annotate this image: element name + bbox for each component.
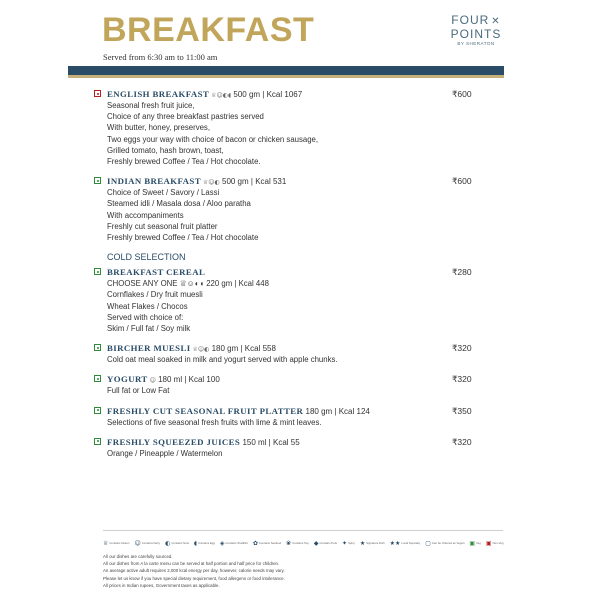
note-line: Please let us know if you have special dietary requirement, food allergens or food intolerance. bbox=[103, 575, 285, 581]
item-name bbox=[107, 405, 370, 418]
item-price: ₹320 bbox=[452, 436, 472, 447]
non-veg-symbol-icon bbox=[94, 90, 101, 97]
item-title: INDIAN BREAKFAST bbox=[107, 176, 201, 187]
legend-label: Non-Veg bbox=[492, 541, 504, 545]
item-description bbox=[107, 448, 476, 459]
served-hours: Served from 6:30 am to 11:00 am bbox=[103, 52, 218, 62]
menu-item bbox=[96, 405, 476, 428]
item-row bbox=[96, 436, 476, 448]
item-price: ₹320 bbox=[452, 343, 472, 354]
legend-label: Local Specialty bbox=[401, 541, 421, 545]
allergen-icons: ♕☺◐◖ bbox=[179, 279, 207, 289]
legend-label: Contains Dairy bbox=[141, 541, 161, 545]
veg-symbol-icon bbox=[94, 268, 101, 275]
veg-symbol-icon bbox=[94, 375, 101, 382]
legend-label: Contains Soy bbox=[292, 541, 309, 545]
legend-icon: ★ bbox=[359, 539, 366, 547]
item-portion: 500 gm | Kcal 1067 bbox=[231, 90, 303, 99]
item-description bbox=[107, 187, 476, 243]
description-line: Seasonal fresh fruit juice, bbox=[107, 101, 195, 110]
item-row bbox=[96, 266, 476, 278]
description-line bbox=[107, 278, 476, 289]
item-name bbox=[107, 266, 205, 278]
item-row bbox=[96, 342, 476, 354]
note-line: An average active adult requires 2,000 kcal energy per day, however, calorie needs may vary. bbox=[103, 568, 285, 574]
description-line: Freshly cut seasonal fruit platter bbox=[107, 221, 218, 231]
legend-icon: ◖ bbox=[193, 539, 198, 547]
description-line: With accompaniments bbox=[107, 210, 184, 220]
veg-symbol-icon bbox=[94, 177, 101, 184]
description-line: Served with choice of: bbox=[107, 312, 184, 322]
item-title: FRESHLY SQUEEZED JUICES bbox=[107, 436, 241, 447]
legend-label: Contains Shellfish bbox=[225, 541, 248, 545]
description-line: Cornflakes / Dry fruit muesli bbox=[107, 290, 203, 300]
note-line: All prices in Indian rupees, Government taxes as applicable. bbox=[103, 582, 220, 588]
legend-entry bbox=[342, 540, 355, 547]
menu-list bbox=[96, 88, 476, 467]
legend-icon: ◐ bbox=[165, 539, 171, 547]
allergen-icons: ♕☺◐ bbox=[200, 179, 220, 187]
menu-item bbox=[96, 88, 476, 167]
description-line: Freshly brewed Coffee / Tea / Hot chocolate bbox=[107, 233, 259, 243]
legend-icon: ▢ bbox=[425, 539, 431, 547]
description-line: With butter, honey, preserves, bbox=[107, 123, 210, 133]
legend-entry bbox=[390, 540, 421, 547]
menu-item bbox=[96, 436, 476, 459]
description-line: Full fat or Low Fat bbox=[107, 386, 170, 396]
veg-symbol-icon bbox=[94, 438, 101, 445]
legend-label: Can be Ordered as Vegan bbox=[431, 541, 465, 545]
item-price: ₹600 bbox=[452, 89, 472, 99]
item-name bbox=[107, 175, 286, 189]
description-line: Orange / Pineapple / Watermelon bbox=[107, 448, 223, 458]
legend-label: Contains Seafood bbox=[258, 541, 282, 545]
item-description bbox=[107, 278, 476, 334]
legend-entry bbox=[165, 540, 189, 547]
legend-entry bbox=[360, 540, 385, 547]
legend-divider bbox=[103, 530, 503, 531]
item-description bbox=[107, 417, 476, 428]
menu-item bbox=[96, 373, 476, 396]
item-portion: 220 gm | Kcal 448 bbox=[206, 279, 269, 289]
item-portion: 180 gm | Kcal 558 bbox=[209, 344, 276, 354]
logo-line-3: BY SHERATON bbox=[457, 41, 495, 46]
legend-icon: ▣ bbox=[485, 539, 492, 547]
legend-entry bbox=[486, 540, 504, 547]
item-row bbox=[96, 405, 476, 417]
page-title: BREAKFAST bbox=[102, 11, 315, 49]
item-portion: 500 gm | Kcal 531 bbox=[219, 177, 287, 187]
legend-entry bbox=[253, 540, 281, 547]
legend-icon: ★★ bbox=[389, 539, 401, 547]
description-line: Choice of any three breakfast pastries served bbox=[107, 112, 264, 122]
menu-notes bbox=[103, 553, 503, 589]
description-line: Selections of five seasonal fresh fruits with lime & mint leaves. bbox=[107, 417, 322, 427]
legend-label: Contains Nuts bbox=[171, 541, 189, 545]
header-band-accent bbox=[68, 75, 504, 78]
section-heading: COLD SELECTION bbox=[107, 252, 186, 263]
legend-entry bbox=[194, 540, 215, 547]
item-portion: 180 ml | Kcal 100 bbox=[155, 375, 220, 385]
legend-entry bbox=[314, 540, 337, 547]
legend-entry bbox=[134, 540, 160, 547]
logo-mark-icon: ✕ bbox=[491, 16, 501, 27]
menu-item bbox=[96, 175, 476, 243]
legend-label: Spicy bbox=[348, 541, 355, 545]
legend-label: Signature Dish bbox=[366, 541, 385, 545]
veg-symbol-icon bbox=[94, 344, 101, 351]
item-portion: 180 gm | Kcal 124 bbox=[303, 406, 370, 416]
allergen-icons: ♕☺◐◖ bbox=[209, 92, 232, 99]
item-title: ENGLISH BREAKFAST bbox=[107, 89, 210, 99]
description-line: Two eggs your way with choice of bacon or chicken sausage, bbox=[107, 134, 319, 144]
hot-items bbox=[96, 88, 476, 243]
legend-icon: ▣ bbox=[469, 539, 476, 547]
item-name bbox=[107, 436, 300, 449]
item-price: ₹280 bbox=[452, 267, 472, 278]
logo-line-2: POINTS bbox=[450, 27, 502, 41]
legend-label: Contains Egg bbox=[198, 541, 215, 545]
note-line: All our dishes from A la carte menu can be served at half portion and half price for children. bbox=[103, 561, 280, 567]
description-line: Choice of Sweet / Savory / Lassi bbox=[107, 188, 220, 198]
legend-icon: ◈ bbox=[219, 539, 225, 547]
legend-entry bbox=[286, 540, 309, 547]
item-title: BIRCHER MUESLI bbox=[107, 343, 191, 354]
description-line: Steamed idli / Masala dosa / Aloo paratha bbox=[107, 199, 251, 209]
cold-items bbox=[96, 266, 476, 459]
item-portion: 150 ml | Kcal 55 bbox=[240, 437, 300, 447]
legend-entry bbox=[220, 540, 248, 547]
veg-symbol-icon bbox=[94, 407, 101, 414]
item-description bbox=[107, 100, 476, 167]
item-row bbox=[96, 88, 476, 100]
legend-icon: ☺ bbox=[134, 539, 141, 547]
description-line: Skim / Full fat / Soy milk bbox=[107, 324, 191, 334]
legend-icon: ◆ bbox=[313, 539, 319, 547]
description-line: Freshly brewed Coffee / Tea / Hot chocolate. bbox=[107, 157, 261, 167]
header-band bbox=[68, 66, 504, 75]
menu-item bbox=[96, 266, 476, 334]
logo-line-1: FOUR bbox=[451, 13, 490, 27]
legend-label: Contains Pork bbox=[319, 541, 338, 545]
item-price: ₹320 bbox=[452, 374, 472, 385]
item-name bbox=[107, 373, 220, 387]
item-title: BREAKFAST CEREAL bbox=[107, 267, 206, 278]
legend-entry bbox=[103, 540, 129, 547]
item-name bbox=[107, 88, 302, 102]
allergen-icons: ☺ bbox=[147, 377, 156, 385]
item-title: YOGURT bbox=[107, 374, 148, 385]
legend-entry bbox=[469, 540, 481, 547]
legend-icon: ✦ bbox=[342, 539, 348, 547]
allergen-icons: ♕☺◐ bbox=[190, 346, 210, 354]
item-row bbox=[96, 175, 476, 187]
item-row bbox=[96, 373, 476, 385]
note-line: All our dishes are carefully sourced. bbox=[103, 554, 173, 559]
item-price: ₹350 bbox=[452, 405, 472, 416]
legend-icon: ♕ bbox=[103, 539, 109, 547]
item-price: ₹600 bbox=[452, 176, 472, 187]
hotel-logo bbox=[446, 14, 506, 48]
legend-icon: ✿ bbox=[252, 539, 258, 547]
item-name bbox=[107, 342, 276, 356]
legend-label: Veg bbox=[476, 541, 481, 545]
legend-entry bbox=[425, 540, 464, 547]
description-line: Cold oat meal soaked in milk and yogurt served with apple chunks. bbox=[107, 355, 338, 365]
item-title: FRESHLY CUT SEASONAL FRUIT PLATTER bbox=[107, 405, 304, 416]
description-line: Grilled tomato, hash brown, toast, bbox=[107, 145, 224, 155]
menu-item bbox=[96, 342, 476, 365]
allergen-legend bbox=[103, 536, 508, 550]
legend-label: Contains Gluten bbox=[109, 541, 130, 545]
choice-label: CHOOSE ANY ONE bbox=[107, 279, 180, 289]
legend-icon: ❀ bbox=[286, 539, 292, 547]
description-line: Wheat Flakes / Chocos bbox=[107, 301, 188, 311]
